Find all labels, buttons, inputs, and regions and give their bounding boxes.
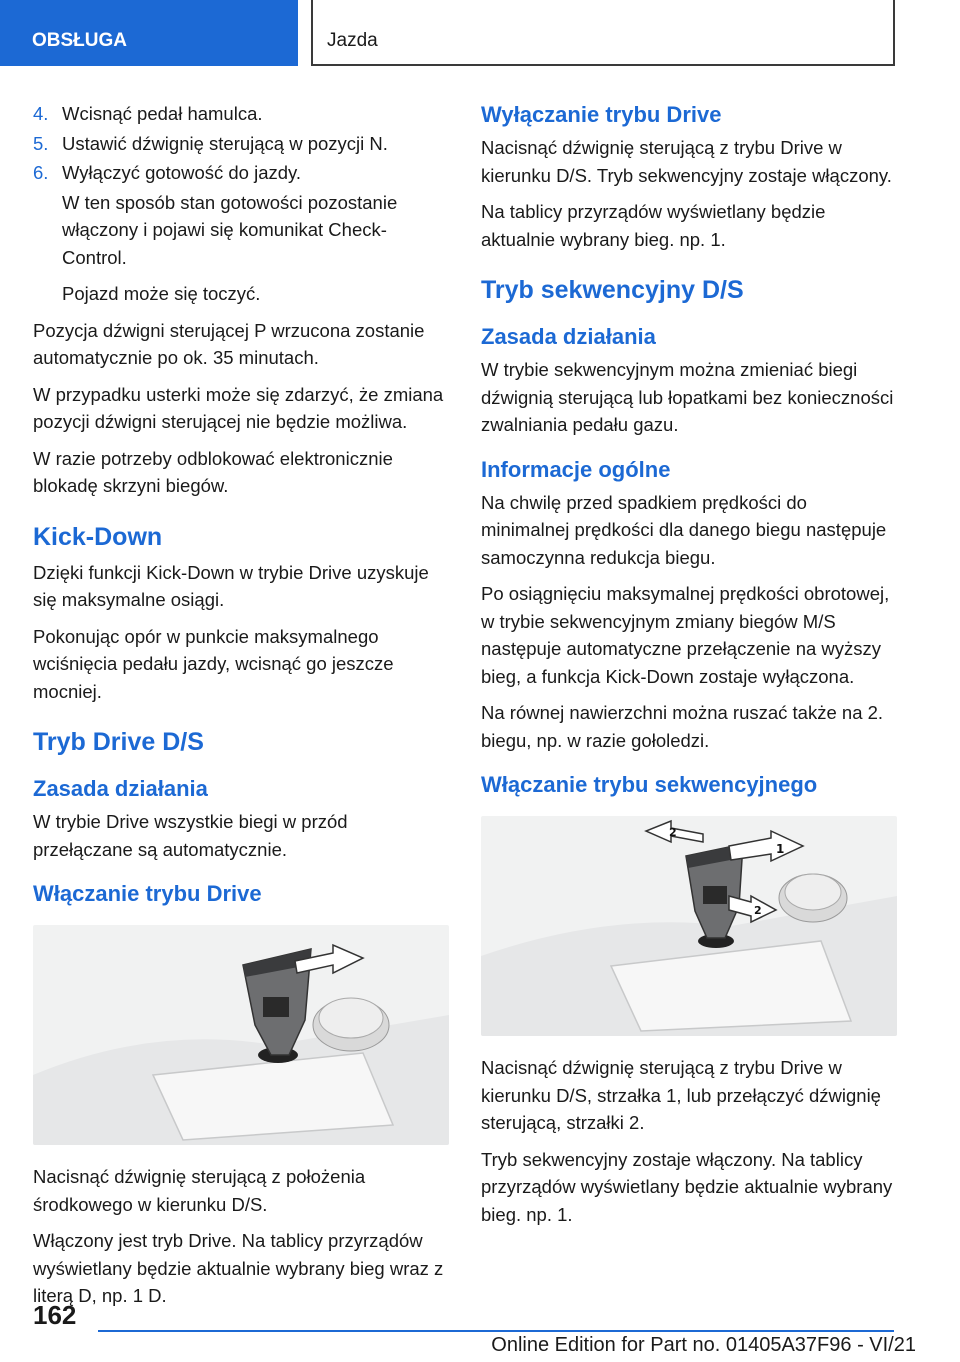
paragraph: Pokonując opór w punkcie maksymalnego wciśnięcia pedału jazdy, wcisnąć go jeszcze mocniej.	[33, 625, 394, 702]
lever-buttons	[263, 997, 289, 1017]
enable-sequential-heading: Włączanie trybu sekwencyjnego	[481, 772, 818, 797]
controller-knob-top	[785, 874, 841, 910]
arrow-2-down-label: 2	[754, 904, 762, 917]
step-number: 6.	[33, 162, 49, 183]
arrow-2-down-icon	[729, 896, 776, 922]
paragraph: W przypadku usterki może się zdarzyć, że zmiana pozycji dźwigni sterującej nie będzie możliwa.	[33, 383, 444, 432]
chapter-header	[311, 0, 895, 66]
paragraph: Dzięki funkcji Kick-Down w trybie Drive uzyskuje się maksymalne osiągi.	[33, 561, 429, 610]
step-text: Wcisnąć pedał hamulca.	[62, 103, 263, 124]
lever-buttons	[703, 886, 727, 904]
step-text: Ustawić dźwignię sterującą w pozycji N.	[62, 132, 388, 154]
disable-drive-heading: Wyłączanie trybu Drive	[481, 102, 722, 127]
left-column	[33, 100, 449, 1319]
step-item	[33, 159, 449, 187]
paragraph: Nacisnąć dźwignię sterującą z trybu Drive w kierunku D/S. Tryb sekwencyjny zostaje włączony.	[481, 137, 892, 186]
page-number: 162	[33, 1300, 77, 1330]
step-note: Pojazd może się toczyć.	[62, 283, 261, 304]
gear-lever-drawing	[481, 816, 897, 1036]
chapter-title: Jazda	[327, 30, 378, 51]
step-number: 4.	[33, 103, 49, 124]
step-text: Wyłączyć gotowość do jazdy.	[62, 162, 302, 183]
gear-lever-illustration-sequential	[481, 816, 897, 1036]
sequential-mode-heading: Tryb sekwencyjny D/S	[481, 276, 744, 304]
caption: Nacisnąć dźwignię sterującą z położenia środkowego w kierunku D/S.	[33, 1166, 366, 1215]
arrow-icon	[295, 945, 363, 973]
footer-divider	[98, 1330, 894, 1332]
caption: Włączony jest tryb Drive. Na tablicy przyrządów wyświetlany będzie aktualnie wybrany bieg wraz z literą D, np. 1 D.	[33, 1230, 444, 1306]
step-note: W ten sposób stan gotowości pozostanie włączony i pojawi się komunikat Check-Control.	[62, 191, 398, 268]
right-column	[481, 100, 897, 1237]
section-tab	[0, 0, 298, 66]
step-item	[33, 100, 449, 128]
principle-heading: Zasada działania	[481, 324, 656, 349]
paragraph: W razie potrzeby odblokować elektronicznie blokadę skrzyni biegów.	[33, 447, 393, 496]
controller-knob-top	[319, 998, 383, 1038]
caption: Tryb sekwencyjny zostaje włączony. Na tablicy przyrządów wyświetlany będzie aktualnie wybrany bieg. np. 1.	[481, 1148, 893, 1225]
paragraph: Pozycja dźwigni sterującej P wrzucona zostanie automatycznie po ok. 35 minutach.	[33, 319, 425, 368]
section-label: OBSŁUGA	[32, 30, 127, 51]
arrow-1-icon	[729, 831, 803, 861]
caption: Nacisnąć dźwignię sterującą z trybu Drive w kierunku D/S, strzałka 1, lub przełączyć dźwignię sterującą, strzałki 2.	[481, 1057, 881, 1133]
arrow-1-label: 1	[776, 842, 785, 856]
gear-lever-drawing	[33, 925, 449, 1145]
gear-lever-illustration-drive	[33, 925, 449, 1145]
paragraph: Po osiągnięciu maksymalnej prędkości obrotowej, w trybie sekwencyjnym zmiany biegów M/S następuje automatyczne przełączenie na wyższy bieg, a funkcja Kick-Down zostaje wyłączona.	[481, 583, 890, 687]
general-info-heading: Informacje ogólne	[481, 456, 671, 482]
principle-heading: Zasada działania	[33, 776, 208, 801]
arrow-2-up-label: 2	[669, 826, 677, 839]
paragraph: Na tablicy przyrządów wyświetlany będzie aktualnie wybrany bieg. np. 1.	[481, 201, 826, 250]
paragraph: Na chwilę przed spadkiem prędkości do minimalnej prędkości dla danego biegu następuje samoczynna redukcja biegu.	[481, 491, 887, 568]
paragraph: Na równej nawierzchni można ruszać także na 2. biegu, np. w razie gołoledzi.	[481, 702, 884, 751]
step-item	[33, 130, 449, 158]
drive-mode-heading: Tryb Drive D/S	[33, 728, 204, 756]
edition-footer: Online Edition for Part no. 01405A37F96 - VI/21	[491, 1334, 916, 1356]
paragraph: W trybie sekwencyjnym można zmieniać biegi dźwignią sterującą lub łopatkami bez konieczności zwalniania pedału gazu.	[481, 359, 894, 435]
kickdown-heading: Kick-Down	[33, 522, 163, 551]
step-number: 5.	[33, 132, 49, 154]
paragraph: W trybie Drive wszystkie biegi w przód przełączane są automatycznie.	[33, 811, 348, 860]
enable-drive-heading: Włączanie trybu Drive	[33, 881, 262, 906]
